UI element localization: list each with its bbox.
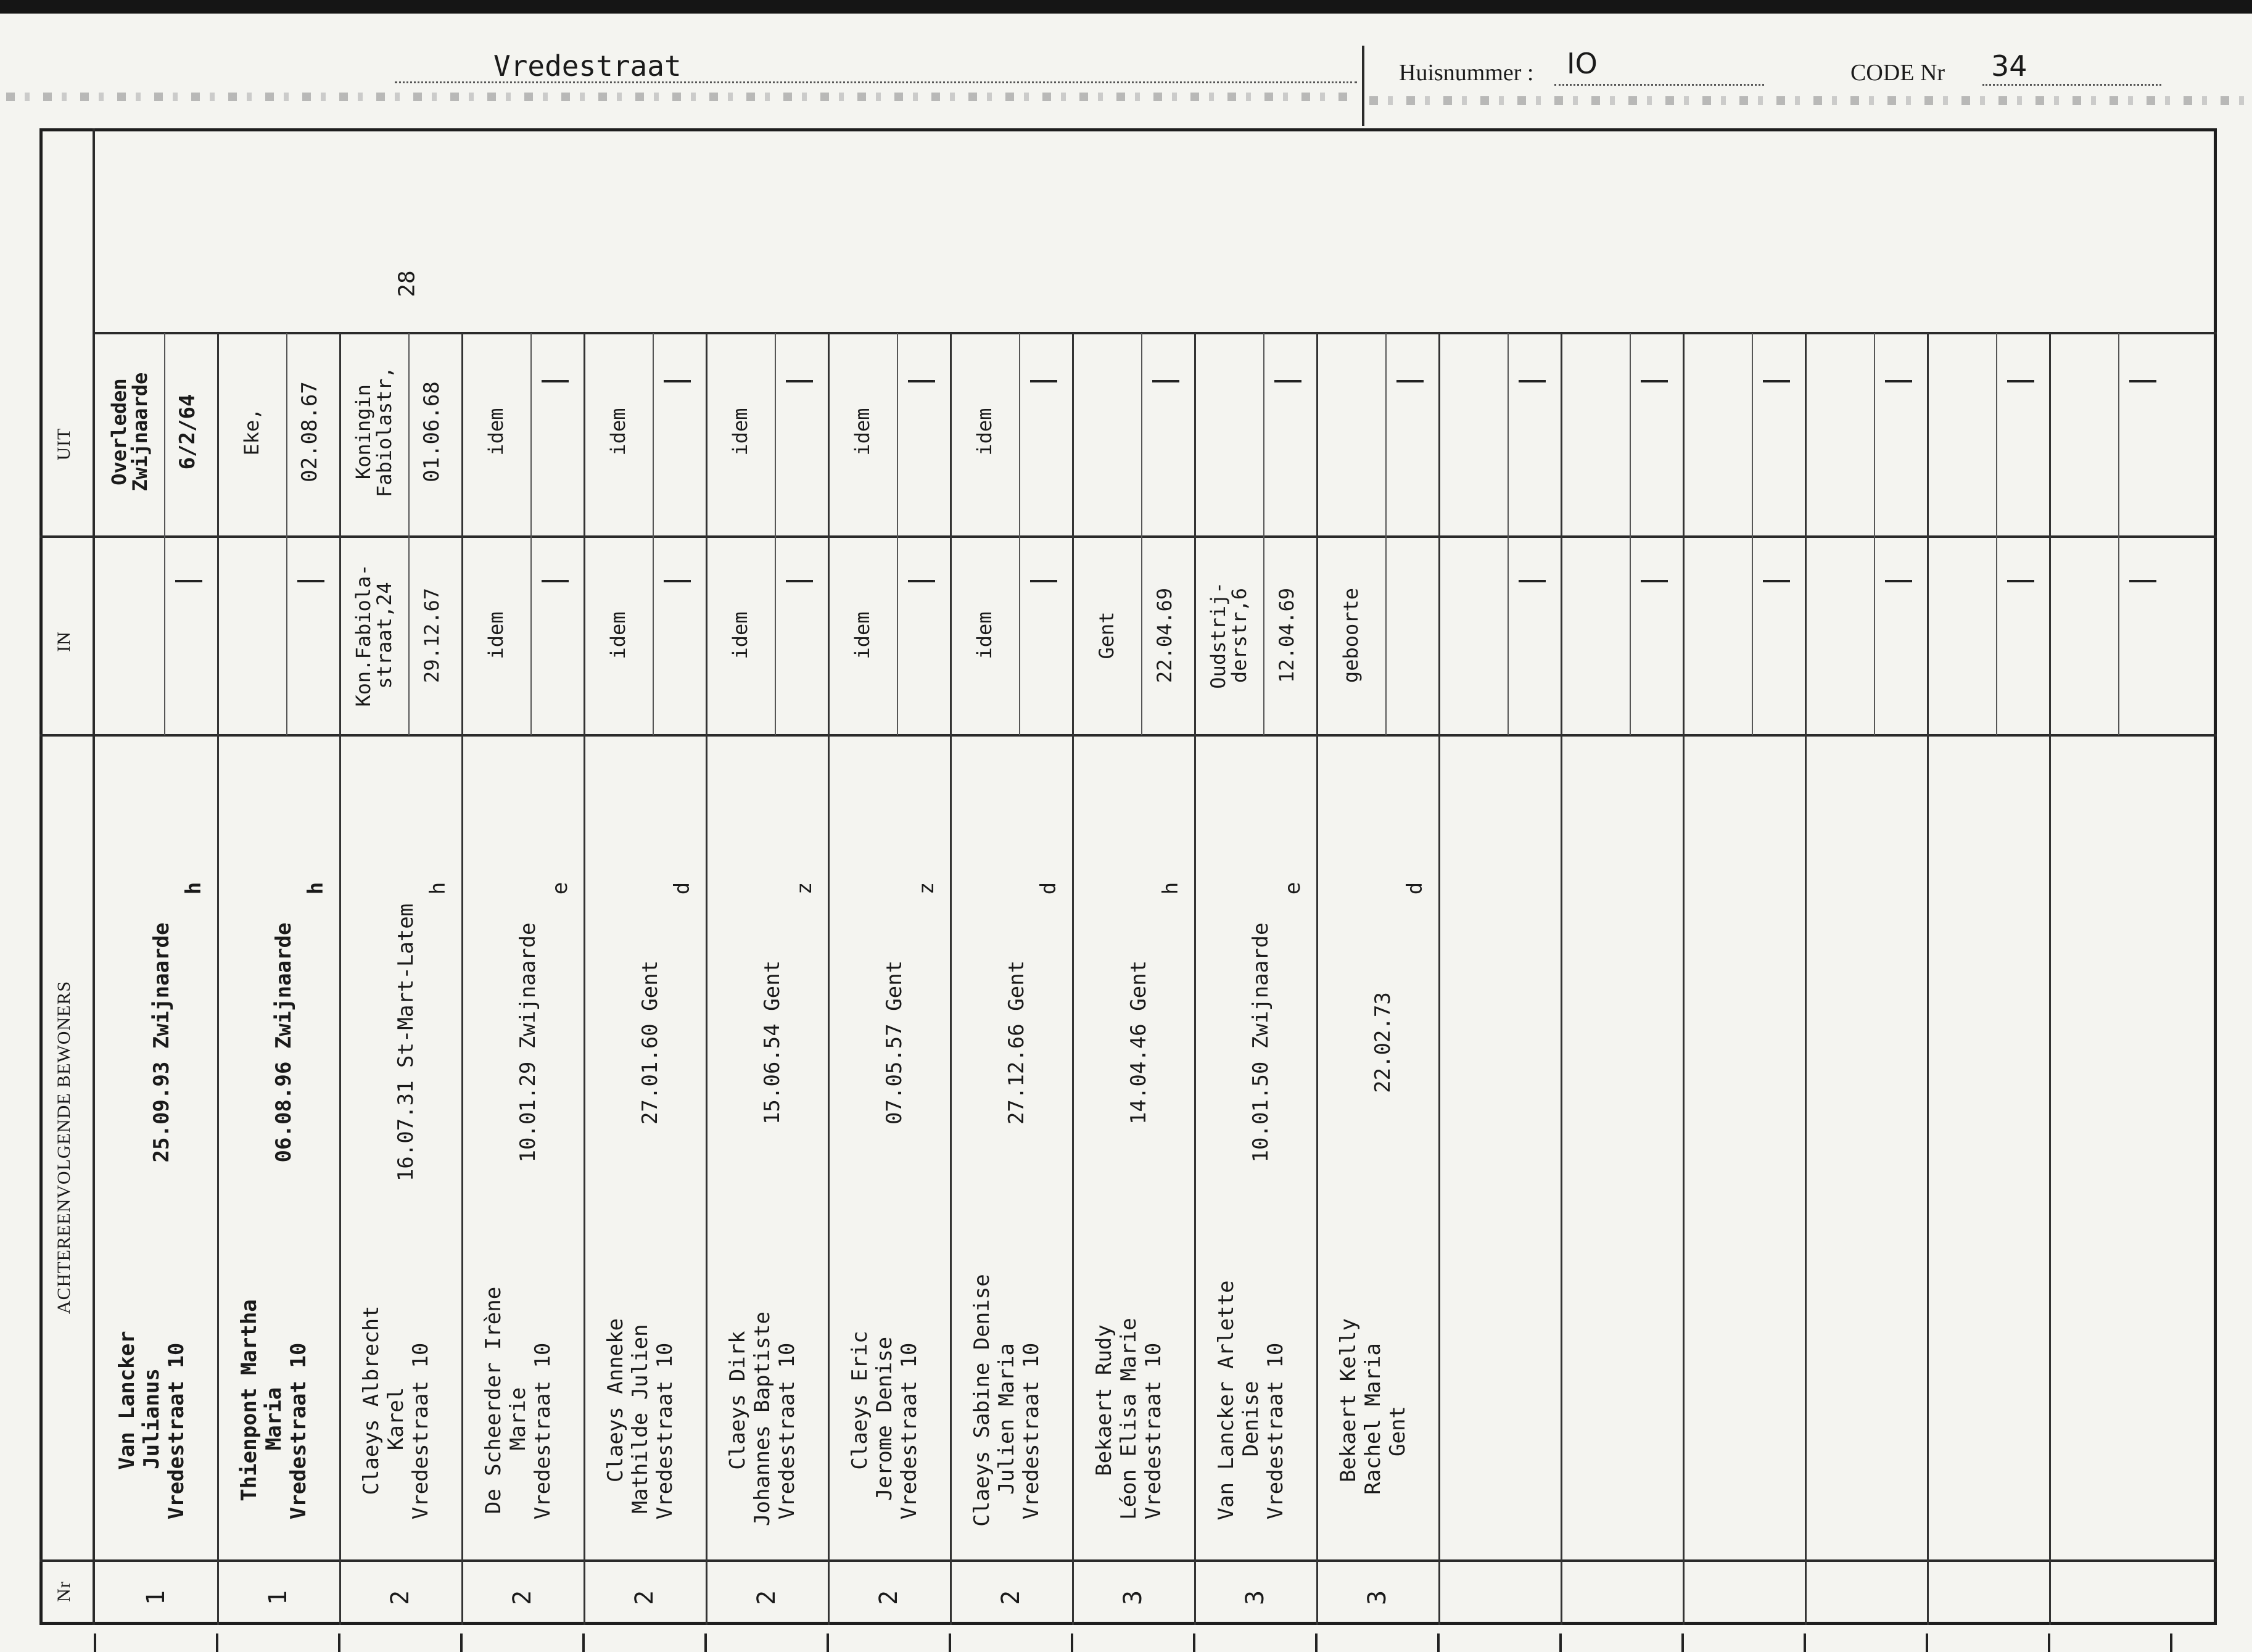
column-rule	[461, 333, 463, 1625]
resident-first-names: Julien Maria	[994, 1343, 1019, 1495]
empty-uit-dash	[1519, 380, 1546, 382]
in-place: Gent	[1095, 611, 1118, 659]
street-dotted-line	[395, 81, 1357, 83]
header-separator	[1362, 46, 1364, 126]
column-rule	[1072, 333, 1074, 1625]
resident-name: Claeys Anneke	[603, 1318, 628, 1483]
resident-birth: 07.05.57 Gent	[882, 960, 907, 1125]
resident-address: Gent	[1385, 1406, 1410, 1456]
resident-code: e	[1281, 882, 1305, 895]
column-rule	[1438, 333, 1440, 1625]
in-place: idem	[606, 611, 630, 659]
street-name: Vredestraat	[493, 49, 682, 83]
resident-nr: 2	[386, 1590, 415, 1606]
resident-nr: 3	[1363, 1590, 1392, 1606]
uit-cell-split	[775, 333, 776, 537]
column-rule	[1561, 333, 1562, 1625]
scan-bleed-left	[6, 93, 1351, 101]
column-rule	[1683, 333, 1685, 1625]
uit-date: 02.08.67	[297, 381, 322, 482]
resident-code: z	[914, 882, 939, 895]
resident-name: Bekaert Kelly	[1336, 1318, 1361, 1483]
resident-nr: 3	[1119, 1590, 1147, 1606]
code-dotted-line	[1982, 84, 2161, 86]
code-label: CODE Nr	[1850, 60, 1945, 86]
uit-cell-split	[1141, 333, 1142, 537]
column-rule	[950, 333, 952, 1625]
in-cell-split	[408, 537, 410, 735]
empty-in-dash	[1763, 580, 1790, 582]
uit-empty-dash	[908, 380, 935, 382]
divider-in-residents	[39, 734, 2217, 737]
resident-code: h	[1158, 882, 1183, 895]
house-number-label: Huisnummer :	[1399, 60, 1534, 86]
resident-code: h	[303, 882, 328, 895]
resident-name: Claeys Albrecht	[359, 1305, 384, 1495]
resident-code: d	[670, 882, 695, 895]
uit-cell-split	[1263, 333, 1264, 537]
in-empty-dash	[297, 580, 324, 582]
top-note: 28	[394, 270, 420, 297]
resident-name: Thienpont Martha	[237, 1299, 262, 1501]
column-rule	[217, 333, 219, 1625]
top-scan-band	[0, 0, 2252, 14]
resident-code: h	[181, 882, 206, 895]
resident-address: Vredestraat 10	[897, 1342, 922, 1520]
resident-address: Vredestraat 10	[1019, 1342, 1044, 1520]
resident-nr: 2	[997, 1590, 1025, 1606]
empty-in-dash	[1519, 580, 1546, 582]
column-header-residents: ACHTEREENVOLGENDE BEWONERS	[54, 980, 74, 1315]
resident-birth: 27.01.60 Gent	[638, 960, 662, 1125]
resident-birth: 10.01.50 Zwijnaarde	[1248, 922, 1273, 1163]
in-cell-split	[775, 537, 776, 735]
in-cell-split	[1385, 537, 1387, 735]
column-header-in: IN	[54, 631, 74, 652]
empty-uit-dash	[1885, 380, 1912, 382]
uit-cell-split	[1508, 333, 1509, 537]
resident-birth: 15.06.54 Gent	[760, 960, 785, 1125]
uit-cell-split	[2118, 333, 2119, 537]
resident-code: h	[426, 882, 450, 895]
resident-first-names: Rachel Maria	[1361, 1343, 1385, 1495]
uit-empty-dash	[1396, 380, 1424, 382]
house-number-value: IO	[1567, 47, 1598, 80]
empty-in-dash	[2007, 580, 2034, 582]
uit-cell-split	[1385, 333, 1387, 537]
uit-cell-split	[286, 333, 287, 537]
uit-place: Koningin Fabiolastr,	[352, 366, 396, 497]
resident-address: Vredestraat 10	[408, 1342, 433, 1520]
resident-name: Claeys Dirk	[725, 1331, 750, 1470]
resident-birth: 16.07.31 St-Mart-Latem	[394, 903, 418, 1182]
uit-place: idem	[484, 408, 508, 456]
uit-place: idem	[728, 408, 752, 456]
divider-residents-nr	[39, 1559, 2217, 1562]
resident-first-names: Johannes Baptiste	[750, 1311, 775, 1526]
in-cell-split	[653, 537, 654, 735]
resident-code: d	[1403, 882, 1427, 895]
in-empty-dash	[175, 580, 202, 582]
uit-cell-split	[1874, 333, 1875, 537]
empty-uit-dash	[2007, 380, 2034, 382]
uit-place: Overleden Zwijnaarde	[107, 372, 152, 492]
resident-nr: 2	[508, 1590, 537, 1606]
uit-cell-split	[1630, 333, 1631, 537]
divider-uit-in	[39, 535, 2217, 538]
resident-name: Van Lancker Arlette	[1214, 1280, 1239, 1521]
column-rule	[339, 333, 341, 1625]
resident-code: z	[792, 882, 817, 895]
resident-birth: 27.12.66 Gent	[1004, 960, 1029, 1125]
resident-first-names: Mathilde Julien	[628, 1324, 653, 1514]
empty-uit-dash	[1641, 380, 1668, 382]
resident-nr: 2	[630, 1590, 659, 1606]
in-cell-split	[1141, 537, 1142, 735]
resident-first-names: Léon Elisa Marie	[1116, 1318, 1141, 1520]
resident-first-names: Julianus	[139, 1368, 164, 1469]
uit-empty-dash	[542, 380, 569, 382]
uit-cell-split	[897, 333, 898, 537]
uit-date: 01.06.68	[419, 381, 444, 482]
resident-code: e	[548, 882, 572, 895]
in-cell-split	[2118, 537, 2119, 735]
uit-cell-split	[530, 333, 532, 537]
in-date: 12.04.69	[1275, 587, 1298, 684]
uit-cell-split	[408, 333, 410, 537]
resident-code: d	[1036, 882, 1061, 895]
in-place: geboorte	[1339, 587, 1363, 684]
column-rule	[828, 333, 830, 1625]
in-empty-dash	[908, 580, 935, 582]
column-rule	[706, 333, 707, 1625]
uit-cell-split	[1996, 333, 1997, 537]
empty-in-dash	[1641, 580, 1668, 582]
resident-address: Vredestraat 10	[653, 1342, 677, 1520]
in-cell-split	[897, 537, 898, 735]
uit-cell-split	[653, 333, 654, 537]
uit-empty-dash	[664, 380, 691, 382]
column-header-nr: Nr	[54, 1581, 74, 1602]
in-empty-dash	[786, 580, 813, 582]
resident-name: Van Lancker	[115, 1331, 139, 1470]
column-rule	[1316, 333, 1318, 1625]
in-cell-split	[286, 537, 287, 735]
in-cell-split	[164, 537, 165, 735]
in-empty-dash	[542, 580, 569, 582]
uit-cell-split	[1752, 333, 1753, 537]
in-place: idem	[973, 611, 996, 659]
uit-date: 6/2/64	[175, 394, 200, 470]
in-cell-split	[1874, 537, 1875, 735]
uit-cell-split	[164, 333, 165, 537]
uit-place: Eke,	[240, 408, 263, 456]
uit-cell-split	[1019, 333, 1020, 537]
in-cell-split	[1019, 537, 1020, 735]
uit-place: idem	[606, 408, 630, 456]
uit-place: idem	[973, 408, 996, 456]
resident-birth: 14.04.46 Gent	[1126, 960, 1151, 1125]
column-rule	[1194, 333, 1196, 1625]
resident-address: Vredestraat 10	[530, 1342, 555, 1520]
resident-name: De Scheerder Irène	[481, 1286, 506, 1514]
uit-empty-dash	[1030, 380, 1057, 382]
resident-name: Bekaert Rudy	[1092, 1324, 1116, 1476]
empty-in-dash	[1885, 580, 1912, 582]
in-empty-dash	[1030, 580, 1057, 582]
in-date: 22.04.69	[1153, 587, 1176, 684]
column-rule	[1805, 333, 1807, 1625]
resident-nr: 2	[753, 1590, 781, 1606]
resident-first-names: Marie	[506, 1387, 530, 1451]
in-cell-split	[1263, 537, 1264, 735]
label-column-separator	[93, 128, 95, 1625]
resident-birth: 25.09.93 Zwijnaarde	[149, 922, 174, 1163]
resident-birth: 22.02.73	[1371, 992, 1395, 1093]
resident-nr: 2	[875, 1590, 903, 1606]
empty-uit-dash	[2129, 380, 2156, 382]
column-rule	[2049, 333, 2051, 1625]
divider-top-band	[94, 332, 2217, 334]
in-cell-split	[1630, 537, 1631, 735]
resident-first-names: Maria	[262, 1387, 286, 1451]
resident-address: Vredestraat 10	[286, 1342, 311, 1520]
column-rule	[584, 333, 585, 1625]
uit-empty-dash	[1152, 380, 1179, 382]
resident-address: Vredestraat 10	[164, 1342, 189, 1520]
resident-address: Vredestraat 10	[1263, 1342, 1288, 1520]
in-cell-split	[1508, 537, 1509, 735]
in-cell-split	[1752, 537, 1753, 735]
in-place: idem	[484, 611, 508, 659]
resident-name: Claeys Sabine Denise	[970, 1274, 994, 1527]
column-header-uit: UIT	[54, 427, 74, 461]
in-cell-split	[530, 537, 532, 735]
resident-name: Claeys Eric	[848, 1331, 872, 1470]
uit-empty-dash	[786, 380, 813, 382]
in-cell-split	[1996, 537, 1997, 735]
in-date: 29.12.67	[420, 587, 443, 684]
in-place: idem	[728, 611, 752, 659]
resident-nr: 3	[1241, 1590, 1269, 1606]
resident-birth: 10.01.29 Zwijnaarde	[516, 922, 540, 1163]
empty-in-dash	[2129, 580, 2156, 582]
in-place: idem	[851, 611, 874, 659]
uit-place: idem	[851, 408, 874, 456]
column-rule	[1927, 333, 1929, 1625]
in-place: Oudstrij- derstr,6	[1206, 582, 1251, 689]
empty-uit-dash	[1763, 380, 1790, 382]
resident-first-names: Jerome Denise	[872, 1336, 897, 1501]
resident-first-names: Denise	[1239, 1381, 1263, 1457]
resident-birth: 06.08.96 Zwijnaarde	[271, 922, 296, 1163]
house-number-dotted-line	[1554, 84, 1764, 86]
in-place: Kon.Fabiola- straat,24	[352, 564, 396, 707]
resident-nr: 1	[264, 1590, 292, 1606]
uit-empty-dash	[1274, 380, 1301, 382]
code-value: 34	[1991, 49, 2027, 83]
resident-address: Vredestraat 10	[1141, 1342, 1166, 1520]
scan-bleed-right	[1369, 96, 2245, 105]
in-empty-dash	[664, 580, 691, 582]
resident-address: Vredestraat 10	[775, 1342, 799, 1520]
resident-nr: 1	[142, 1590, 170, 1606]
resident-first-names: Karel	[384, 1387, 408, 1451]
